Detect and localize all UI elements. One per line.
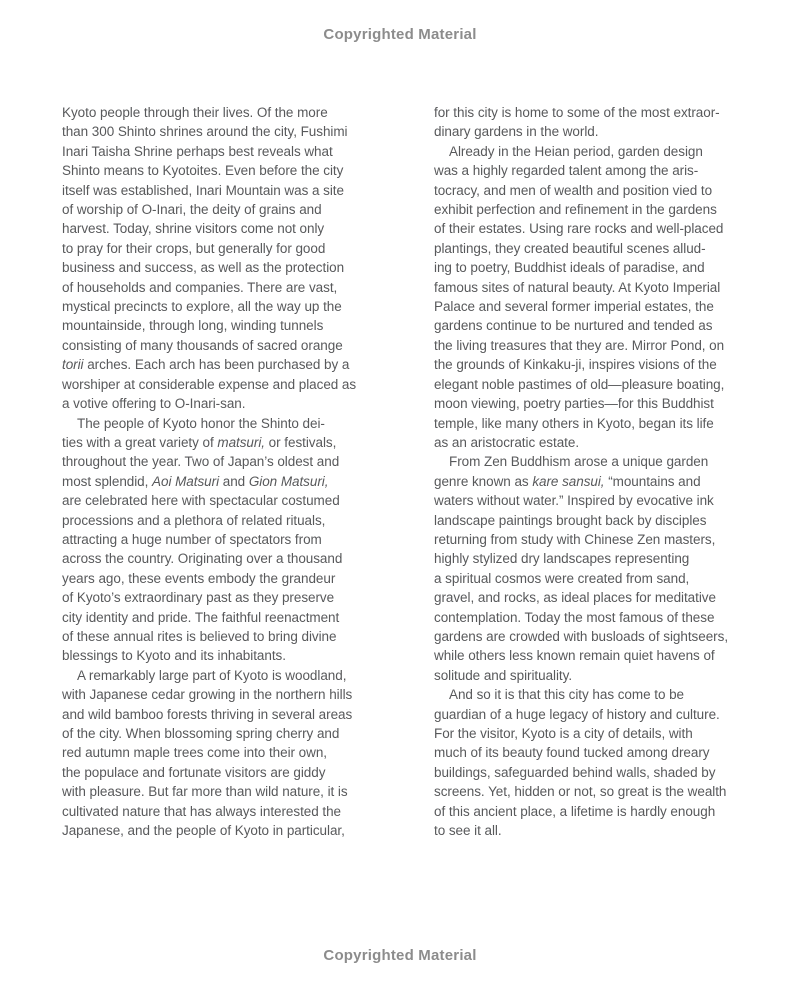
text-line [62,763,392,782]
text-line [62,530,392,549]
body-text: processions and a plethora of related rituals, [62,512,326,528]
text-line [434,569,764,588]
text-line [434,782,764,801]
body-text: of their estates. Using rare rocks and well-placed [434,221,724,237]
paragraph [62,103,392,414]
body-text: buildings, safeguarded behind walls, shaded by [434,764,716,780]
italic-text: Gion Matsuri, [248,473,329,489]
body-text: ing to poetry, Buddhist ideals of paradise, and [434,260,705,276]
text-line [434,258,764,277]
text-line [62,103,392,122]
text-line [62,549,392,568]
text-line [62,122,392,141]
body-text: cultivated nature that has always interested the [62,803,342,819]
body-text: a votive offering to O-Inari-san. [62,396,246,412]
text-line [434,491,764,510]
body-text: the populace and fortunate visitors are giddy [62,764,326,780]
body-text: and [219,473,249,489]
text-line [434,530,764,549]
text-line [62,472,392,491]
body-text: of this ancient place, a lifetime is hardly enough [434,803,716,819]
paragraph [434,685,764,840]
body-text: across the country. Originating over a thousand [62,551,343,567]
text-line [62,278,392,297]
body-text: as an aristocratic estate. [434,434,580,450]
body-text: with pleasure. But far more than wild nature, it is [62,784,348,800]
body-text: to pray for their crops, but generally for good [62,240,326,256]
copyright-notice-bottom: Copyrighted Material [323,947,477,964]
body-text: of worship of O-Inari, the deity of grains and [62,202,322,218]
body-text: genre known as [434,473,533,489]
text-line [62,724,392,743]
body-text: consisting of many thousands of sacred orange [62,337,343,353]
body-text: throughout the year. Two of Japan’s oldest and [62,454,340,470]
text-line [62,627,392,646]
italic-text: matsuri, [217,434,265,450]
body-text: The people of Kyoto honor the Shinto dei- [77,415,325,431]
text-line [434,743,764,762]
text-line [62,394,392,413]
text-column-left [62,103,392,840]
body-text: “mountains and [604,473,701,489]
text-line [62,316,392,335]
body-text: or festivals, [264,434,337,450]
text-line [434,200,764,219]
text-line [434,685,764,704]
body-text: ties with a great variety of [62,434,218,450]
text-line [434,181,764,200]
body-text: And so it is that this city has come to be [449,687,685,703]
body-text: temple, like many others in Kyoto, began its life [434,415,714,431]
text-line [62,782,392,801]
text-line [62,297,392,316]
body-text: plantings, they created beautiful scenes allud- [434,240,706,256]
text-line [62,258,392,277]
text-line [62,375,392,394]
paragraph [434,452,764,685]
body-text: exhibit perfection and refinement in the gardens [434,202,717,218]
text-line [62,414,392,433]
text-line [62,239,392,258]
text-line [434,627,764,646]
text-line [434,821,764,840]
body-text: for this city is home to some of the most extraor- [434,105,720,120]
body-text: Inari Taisha Shrine perhaps best reveals what [62,143,333,159]
body-text: guardian of a huge legacy of history and culture. [434,706,720,722]
body-text: tocracy, and men of wealth and position vied to [434,182,713,198]
text-line [62,161,392,180]
text-line [62,200,392,219]
body-text: was a highly regarded talent among the aris- [434,163,699,179]
text-line [434,705,764,724]
body-text: red autumn maple trees come into their own, [62,745,327,761]
body-text: with Japanese cedar growing in the northern hills [62,687,353,703]
body-text: mystical precincts to explore, all the way up the [62,299,342,315]
text-line [62,705,392,724]
body-text: harvest. Today, shrine visitors come not only [62,221,325,237]
text-line [434,355,764,374]
body-text: and wild bamboo forests thriving in several areas [62,706,353,722]
text-line [62,588,392,607]
paragraph [62,414,392,666]
text-line [434,588,764,607]
text-column-right [434,103,764,840]
body-text: Japanese, and the people of Kyoto in particular, [62,823,345,839]
text-line [434,219,764,238]
body-text: For the visitor, Kyoto is a city of details, with [434,726,693,741]
body-text: are celebrated here with spectacular costumed [62,493,340,509]
body-text: landscape paintings brought back by disciples [434,512,707,528]
text-line [62,142,392,161]
body-text: Already in the Heian period, garden design [449,143,703,159]
text-line [434,239,764,258]
body-text: of these annual rites is believed to bring divine [62,628,337,644]
body-text: of the city. When blossoming spring cherry and [62,726,340,741]
text-line [434,511,764,530]
body-text: the living treasures that they are. Mirror Pond, on [434,337,725,353]
body-text: arches. Each arch has been purchased by a [83,357,350,373]
text-line [434,394,764,413]
body-text: elegant noble pastimes of old—pleasure boating, [434,376,725,392]
body-text: of households and companies. There are vast, [62,279,338,295]
text-line [434,472,764,491]
text-line [62,821,392,840]
text-line [62,433,392,452]
paragraph [434,103,764,142]
paragraph [62,666,392,841]
body-text: contemplation. Today the most famous of these [434,609,715,625]
body-text: itself was established, Inari Mountain was a site [62,182,344,198]
text-line [62,802,392,821]
body-text: attracting a huge number of spectators from [62,531,322,547]
body-text: the grounds of Kinkaku-ji, inspires visions of the [434,357,717,373]
body-text: most splendid, [62,473,153,489]
text-line [434,763,764,782]
text-line [62,355,392,374]
body-text: solitude and spirituality. [434,667,573,683]
text-line [434,122,764,141]
body-text: waters without water.” Inspired by evocative ink [434,493,714,509]
text-line [62,646,392,665]
page-body [62,103,764,840]
body-text: returning from study with Chinese Zen masters, [434,531,716,547]
body-text: highly stylized dry landscapes representing [434,551,690,567]
body-text: a spiritual cosmos were created from sand, [434,570,690,586]
text-line [62,685,392,704]
text-line [434,646,764,665]
body-text: Kyoto people through their lives. Of the more [62,105,328,120]
body-text: A remarkably large part of Kyoto is woodland, [77,667,347,683]
body-text: to see it all. [434,823,502,839]
body-text: gravel, and rocks, as ideal places for meditative [434,590,716,606]
text-line [62,181,392,200]
text-line [434,414,764,433]
body-text: gardens are crowded with busloads of sightseers, [434,628,729,644]
text-line [434,316,764,335]
body-text: Shinto means to Kyotoites. Even before the city [62,163,344,179]
text-line [62,452,392,471]
text-line [434,103,764,122]
text-line [434,375,764,394]
body-text: screens. Yet, hidden or not, so great is the wealth [434,784,727,800]
text-line [434,724,764,743]
body-text: gardens continue to be nurtured and tended as [434,318,713,334]
body-text: much of its beauty found tucked among dreary [434,745,710,761]
copyright-notice-top: Copyrighted Material [323,26,477,43]
text-line [62,743,392,762]
body-text: moon viewing, poetry parties—for this Buddhist [434,396,714,412]
body-text: mountainside, through long, winding tunnels [62,318,324,334]
text-line [62,336,392,355]
body-text: Palace and several former imperial estates, the [434,299,714,315]
text-line [434,278,764,297]
text-line [62,219,392,238]
text-line [434,452,764,471]
text-line [434,336,764,355]
text-line [62,608,392,627]
body-text: years ago, these events embody the grandeur [62,570,336,586]
text-line [434,608,764,627]
body-text: than 300 Shinto shrines around the city, Fushimi [62,124,348,140]
body-text: business and success, as well as the protection [62,260,345,276]
text-line [434,142,764,161]
italic-text: Aoi Matsuri [152,473,220,489]
text-line [434,433,764,452]
body-text: of Kyoto’s extraordinary past as they preserve [62,590,335,606]
text-line [62,569,392,588]
body-text: worshiper at considerable expense and placed as [62,376,357,392]
text-line [434,802,764,821]
body-text: while others less known remain quiet havens of [434,648,715,664]
text-line [434,666,764,685]
italic-text: torii [62,357,84,373]
text-line [62,491,392,510]
body-text: famous sites of natural beauty. At Kyoto Imperial [434,279,721,295]
text-line [62,666,392,685]
body-text: dinary gardens in the world. [434,124,599,140]
body-text: From Zen Buddhism arose a unique garden [449,454,709,470]
text-line [434,297,764,316]
body-text: city identity and pride. The faithful reenactment [62,609,340,625]
text-line [434,161,764,180]
text-line [62,511,392,530]
paragraph [434,142,764,453]
text-line [434,549,764,568]
body-text: blessings to Kyoto and its inhabitants. [62,648,286,664]
italic-text: kare sansui, [532,473,605,489]
